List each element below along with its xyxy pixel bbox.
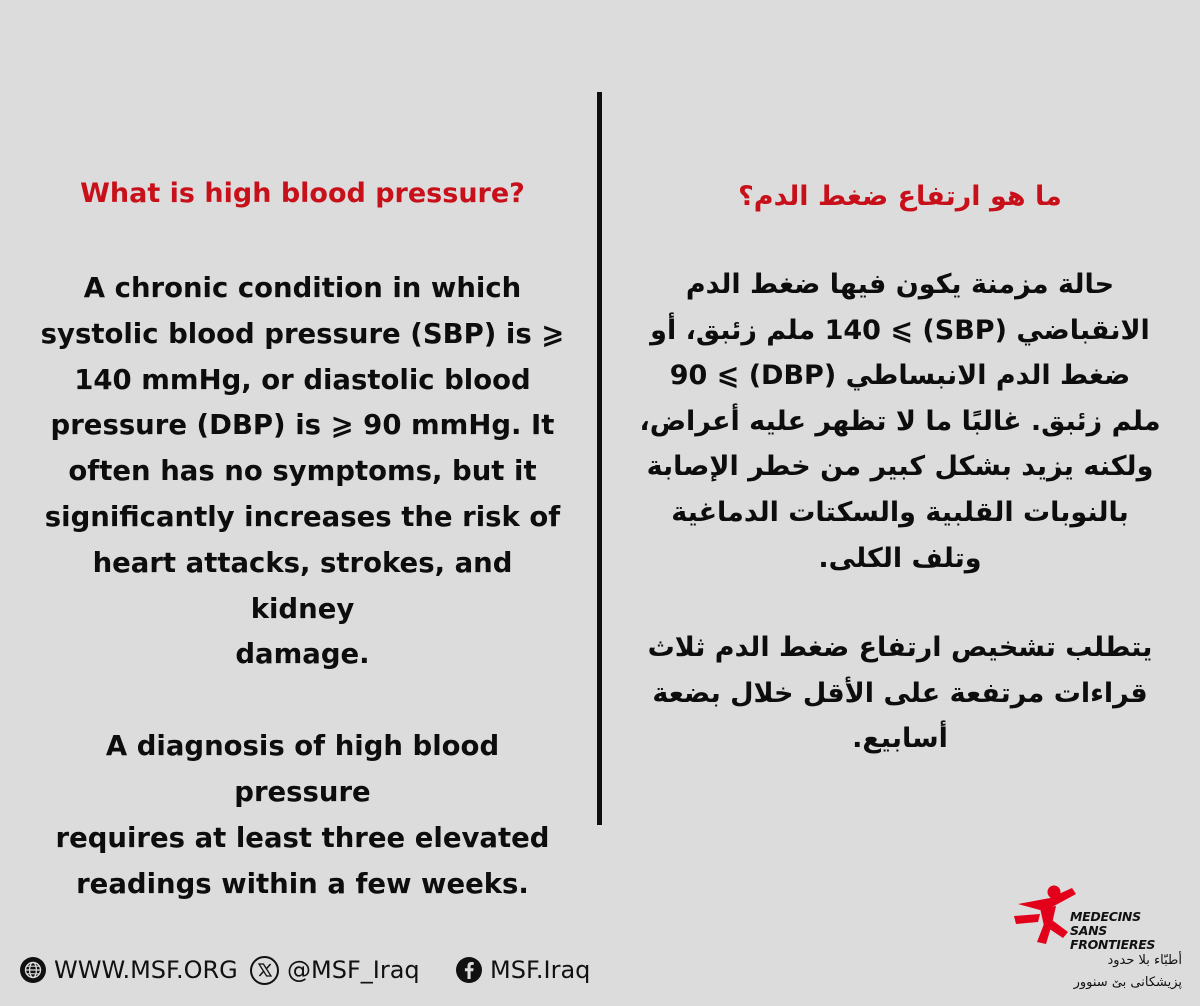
msf-logo [1010,880,1190,1000]
x-logo-icon [250,956,279,985]
text-line: often has no symptoms, but it [68,455,537,488]
text-line: systolic blood pressure (SBP) is ⩾ [40,317,565,350]
facebook-link[interactable] [456,952,590,988]
text-line: بالنوبات القلبية والسكتات الدماغية [671,496,1129,528]
website-text: WWW.MSF.ORG [54,956,238,984]
text-line: وتلف الكلى. [818,542,982,574]
logo-name-line-1: MEDECINS [1070,909,1141,924]
twitter-handle: @MSF_Iraq [287,956,420,984]
text-line: significantly increases the risk of [44,500,561,533]
facebook-handle: MSF.Iraq [490,956,591,984]
column-divider [597,92,602,825]
text-line: readings within a few weeks. [76,867,529,900]
text-line: ولكنه يزيد بشكل كبير من خطر الإصابة [646,451,1154,483]
text-line: حالة مزمنة يكون فيها ضغط الدم [685,269,1115,300]
text-line: heart attacks, strokes, and kidney [92,546,513,625]
text-line: ملم زئبق. غالبًا ما لا تظهر عليه أعراض، [639,405,1161,437]
logo-translations [1074,950,1182,994]
arabic-column [630,178,1170,762]
logo-arabic-line: أطبّاء بلا حدود [1107,953,1182,968]
english-heading: What is high blood pressure? [80,178,525,209]
facebook-icon [456,957,482,983]
text-line: A diagnosis of high blood pressure [105,730,500,808]
text-line: 140 mmHg, or diastolic blood [74,363,531,396]
english-paragraph-2 [40,724,565,907]
twitter-link[interactable] [250,952,420,988]
globe-icon [20,957,46,983]
website-link[interactable] [20,952,238,988]
arabic-paragraph-2 [630,625,1170,762]
text-line: damage. [235,638,370,671]
text-line: A chronic condition in which [83,272,522,304]
text-line: pressure (DBP) is ⩾ 90 mmHg. It [50,409,555,442]
text-line: يتطلب تشخيص ارتفاع ضغط الدم ثلاث [647,632,1153,664]
text-line: قراءات مرتفعة على الأقل خلال بضعة [652,677,1148,709]
text-line: الانقباضي (SBP) ⩾ 140 ملم زئبق، أو [650,314,1150,346]
logo-name-line-2: SANS FRONTIERES [1070,923,1156,952]
text-line: requires at least three elevated [55,821,550,854]
english-paragraph-1 [40,266,565,678]
english-column [40,175,565,907]
arabic-heading: ما هو ارتفاع ضغط الدم؟ [738,181,1062,212]
text-line: أسابيع. [852,723,948,755]
logo-kurdish-line: پزیشکانی بێ سنوور [1073,975,1182,990]
text-line: ضغط الدم الانبساطي (DBP) ⩾ 90 [669,360,1131,392]
arabic-paragraph-1 [630,262,1170,581]
logo-wordmark [1070,910,1190,952]
